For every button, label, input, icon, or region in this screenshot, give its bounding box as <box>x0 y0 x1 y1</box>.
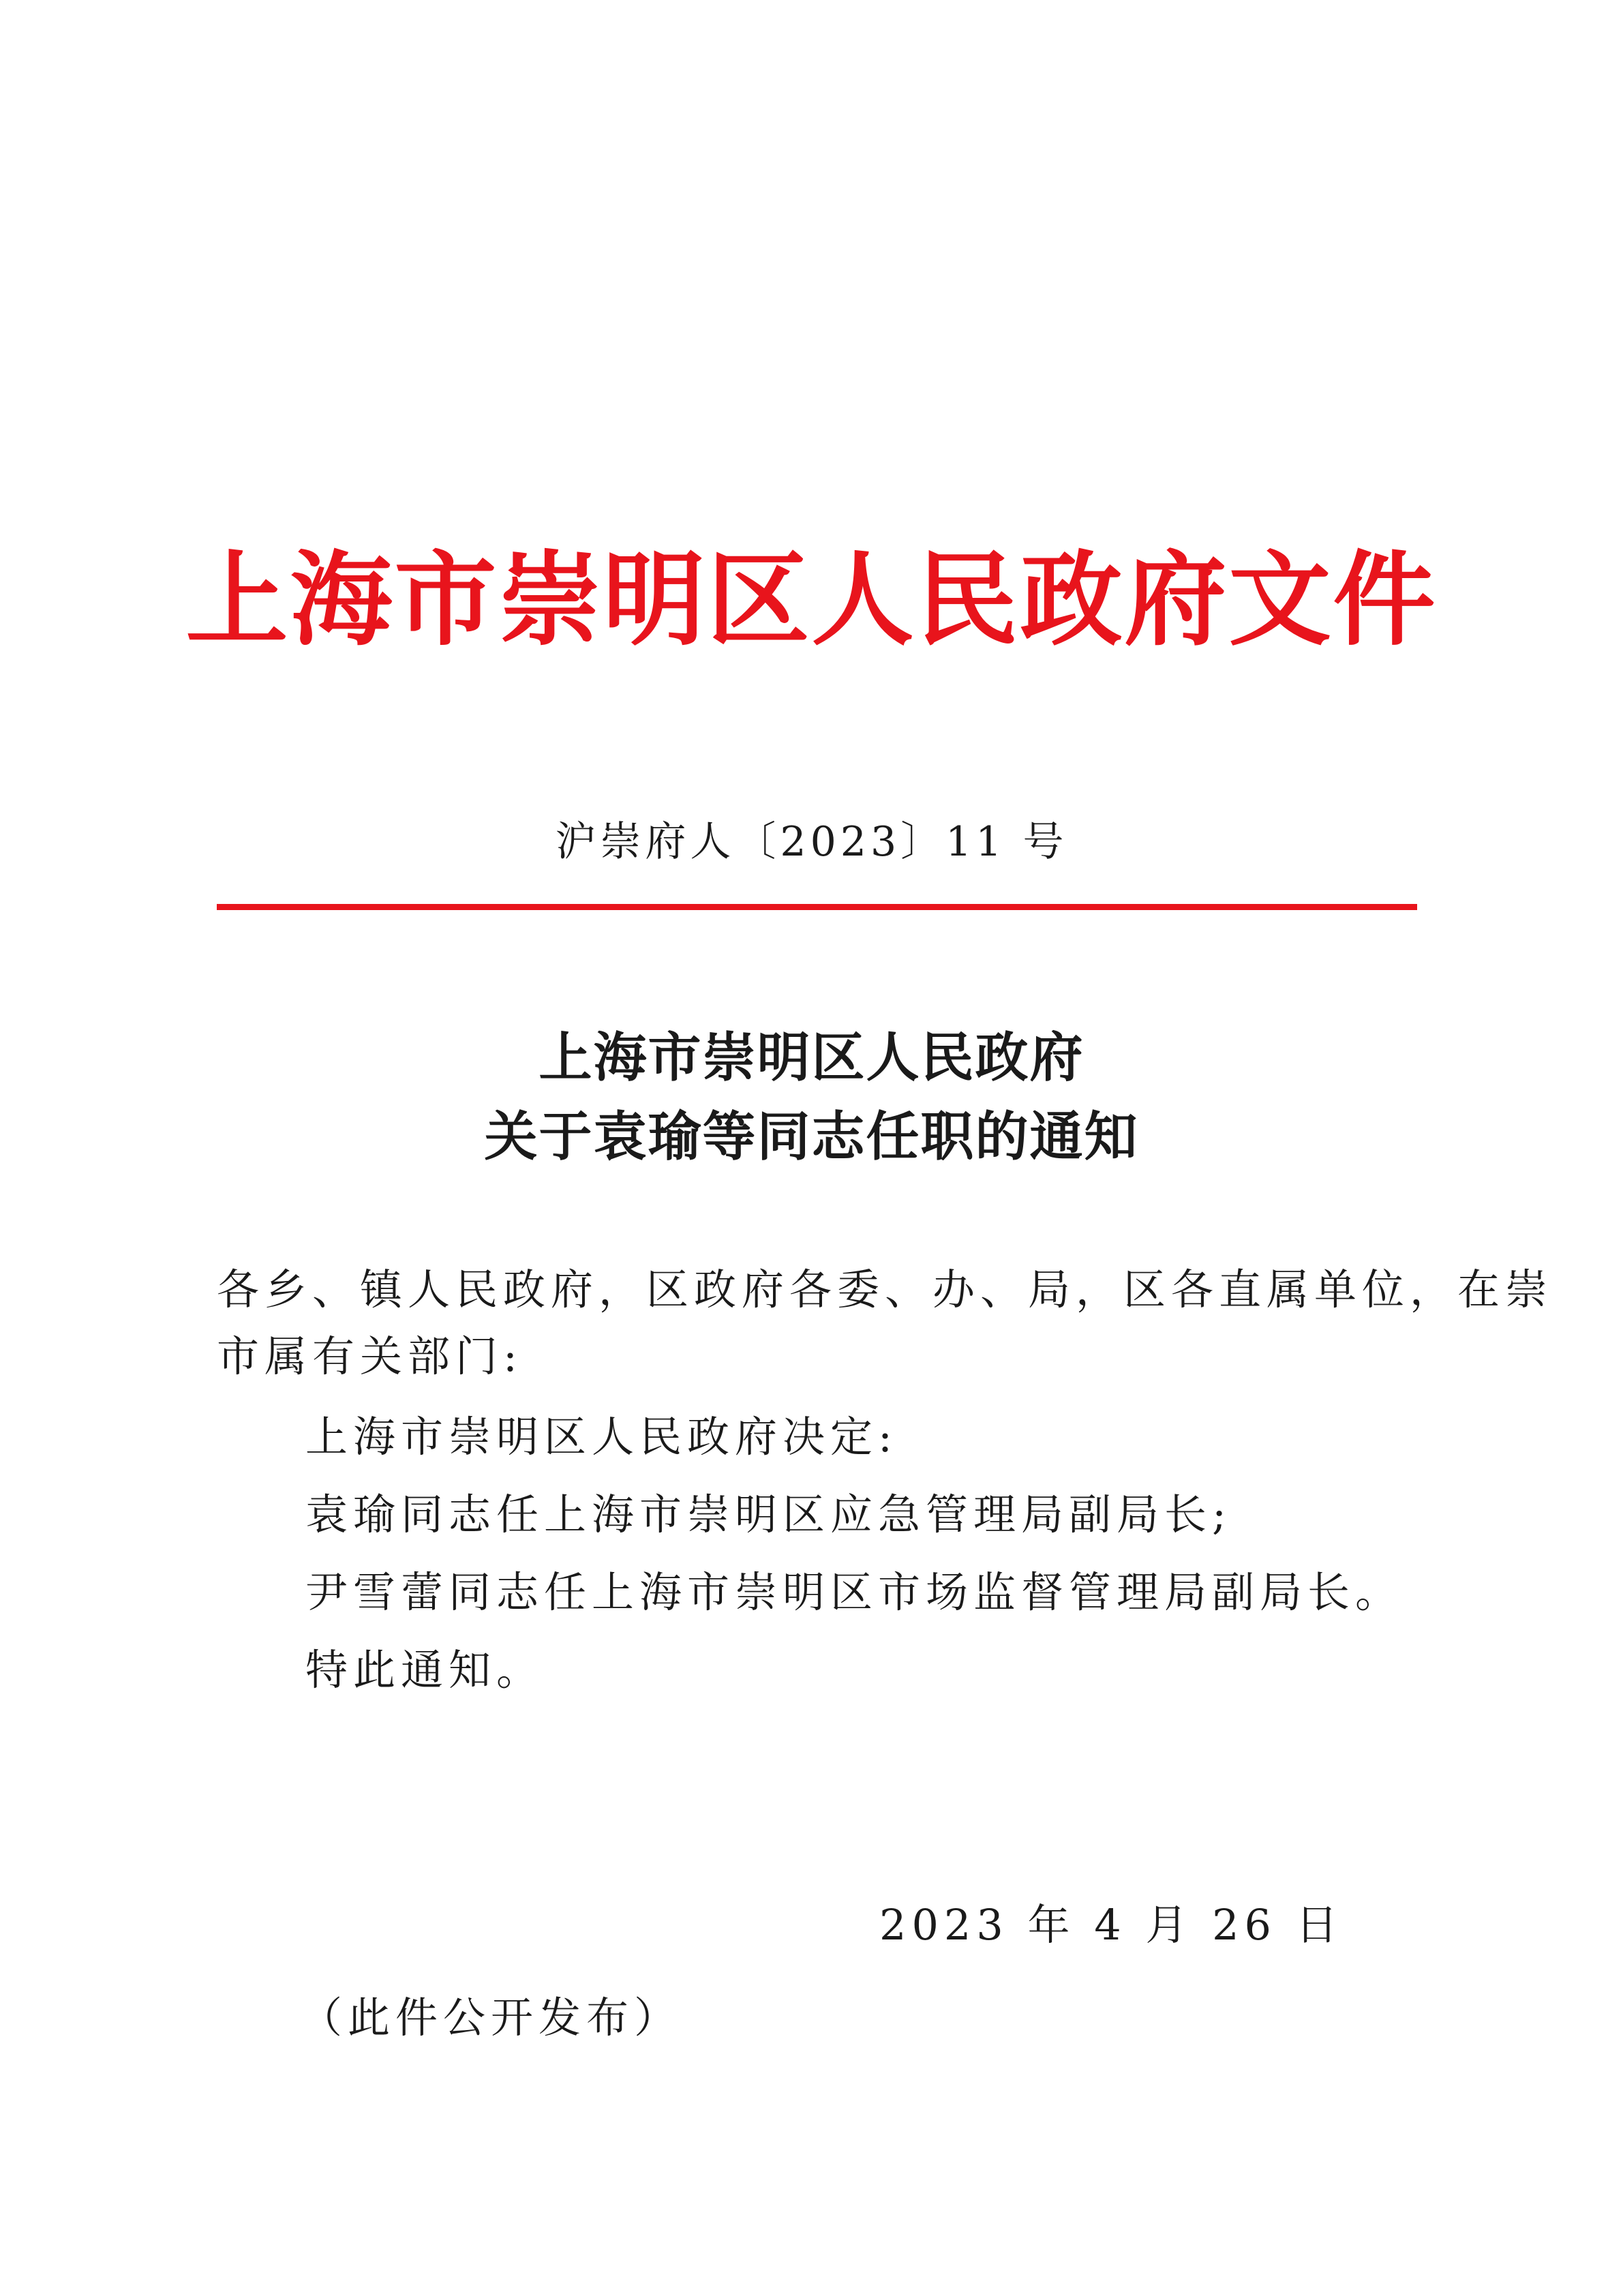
red-separator-rule <box>217 904 1417 910</box>
publication-note: （此件公开发布） <box>300 1993 682 2042</box>
document-masthead: 上海市崇明区人民政府文件 <box>185 540 1438 660</box>
salutation-line-2: 市属有关部门: <box>217 1331 523 1381</box>
body-paragraph-closing: 特此通知。 <box>305 1645 545 1695</box>
document-number: 沪崇府人〔2023〕11 号 <box>555 818 1068 866</box>
body-paragraph-appointment-2: 尹雪蕾同志任上海市崇明区市场监督管理局副局长。 <box>305 1567 1404 1617</box>
body-paragraph-decision: 上海市崇明区人民政府决定: <box>305 1412 898 1462</box>
salutation-line-1: 各乡、镇人民政府，区政府各委、办、局，区各直属单位，在崇 <box>217 1265 1553 1314</box>
title-line-2: 关于袁瑜等同志任职的通知 <box>484 1106 1139 1168</box>
title-line-1: 上海市崇明区人民政府 <box>539 1027 1084 1089</box>
body-paragraph-appointment-1: 袁瑜同志任上海市崇明区应急管理局副局长; <box>305 1490 1232 1539</box>
issue-date: 2023 年 4 月 26 日 <box>879 1900 1344 1950</box>
